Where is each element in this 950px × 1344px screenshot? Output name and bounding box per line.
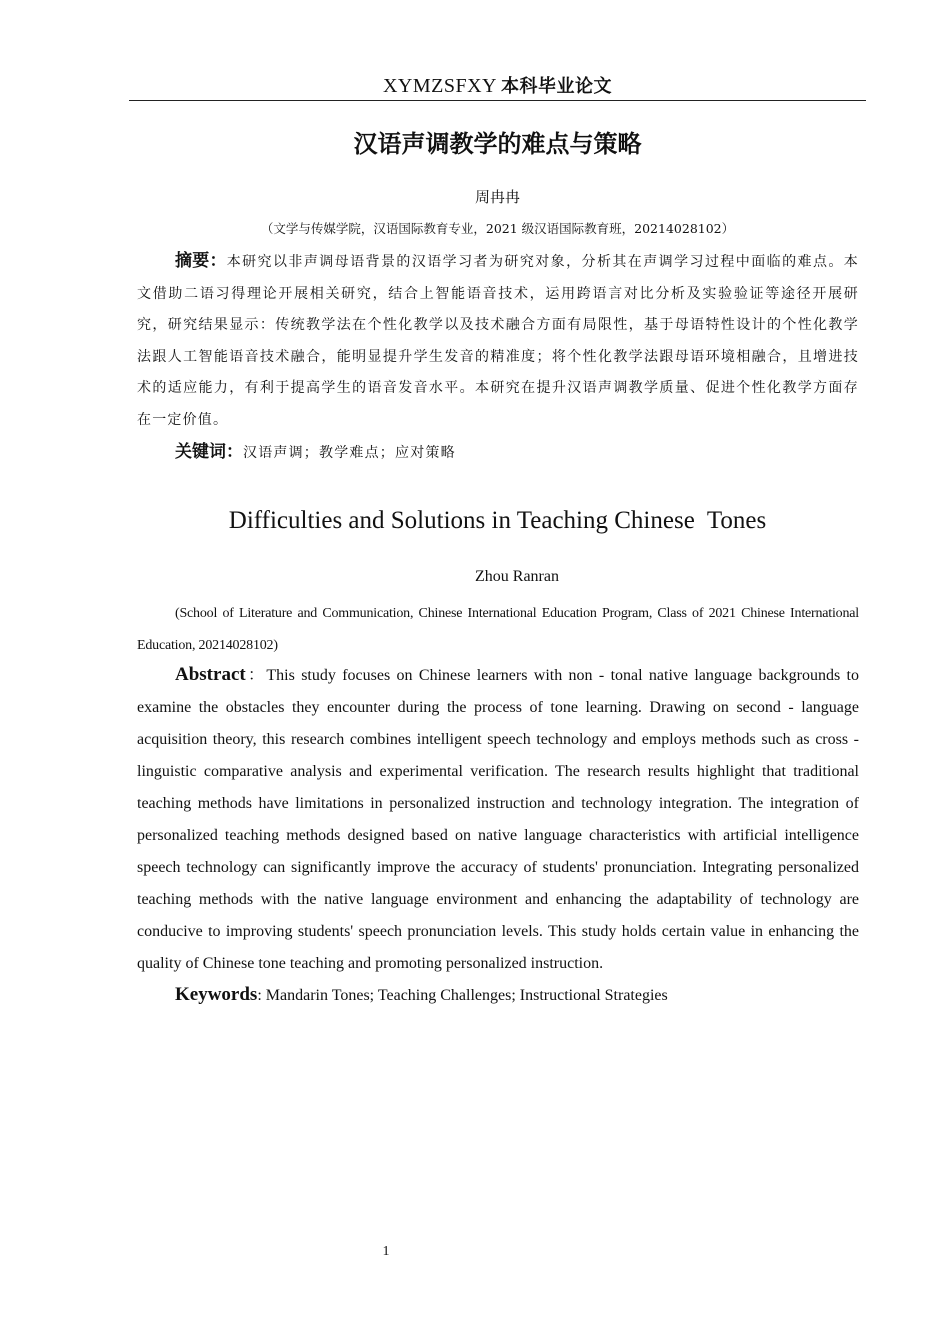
header-label: 本科毕业论文	[501, 76, 613, 97]
english-author: Zhou Ranran	[475, 568, 559, 585]
running-header	[129, 72, 866, 101]
english-abstract-label: Abstract	[175, 664, 246, 685]
header-code: XYMZSFXY	[382, 75, 498, 97]
english-title: Difficulties and Solutions in Teaching Chinese Tones	[228, 507, 767, 534]
english-keywords-text: : Mandarin Tones; Teaching Challenges; Instructional Strategies	[257, 987, 668, 1004]
english-abstract	[137, 659, 859, 980]
chinese-abstract-label: 摘要：	[175, 251, 227, 271]
english-keywords-label: Keywords	[175, 984, 258, 1005]
english-abstract-text: This study focuses on Chinese learners with non - tonal native language backgrounds to examine the obstacles they encounter during the process of tone learning. Drawing on second - language acquisition theory, this research combines intelligent speech technology and employs methods such as cross - linguistic comparative analysis and experimental verification. The research results highlight that traditional teaching methods have limitations in personalized instruction and technology integration. The integration of personalized teaching methods designed based on native language characteristics with artificial intelligence speech technology can significantly improve the accuracy of students' pronunciation. Integrating personalized teaching methods with the native language environment and enhancing the adaptability of technology are conducive to improving students' speech pronunciation levels. This study holds certain value in enhancing the quality of Chinese tone teaching and promoting personalized instruction.	[137, 667, 859, 972]
english-affiliation: (School of Literature and Communication, Chinese International Education Program, Class of 2021 Chinese International Education, 20214028102)	[137, 606, 859, 653]
chinese-abstract	[137, 246, 859, 437]
chinese-author: 周冉冉	[474, 188, 520, 206]
chinese-keywords-text: 汉语声调；教学难点；应对策略	[243, 445, 456, 461]
chinese-affiliation: （文学与传媒学院，汉语国际教育专业，2021 级汉语国际教育班，20214028102）	[260, 221, 735, 236]
chinese-keywords-label: 关键词：	[175, 442, 243, 462]
chinese-title: 汉语声调教学的难点与策略	[353, 130, 642, 158]
english-keywords	[137, 979, 859, 1012]
chinese-keywords	[137, 437, 859, 469]
chinese-abstract-text: 本研究以非声调母语背景的汉语学习者为研究对象，分析其在声调学习过程中面临的难点。本文借助二语习得理论开展相关研究，结合上智能语音技术，运用跨语言对比分析及实验验证等途径开展研究，研究结果显示：传统教学法在个性化教学以及技术融合方面有局限性，基于母语特性设计的个性化教学法跟人工智能语音技术融合，能明显提升学生发音的精准度；将个性化教学法跟母语环境相融合，且增进技术的适应能力，有利于提高学生的语音发音水平。本研究在提升汉语声调教学质量、促进个性化教学方面存在一定价值。	[137, 254, 859, 428]
page-number: 1	[382, 1244, 390, 1259]
english-abstract-separator: ：	[245, 667, 267, 684]
